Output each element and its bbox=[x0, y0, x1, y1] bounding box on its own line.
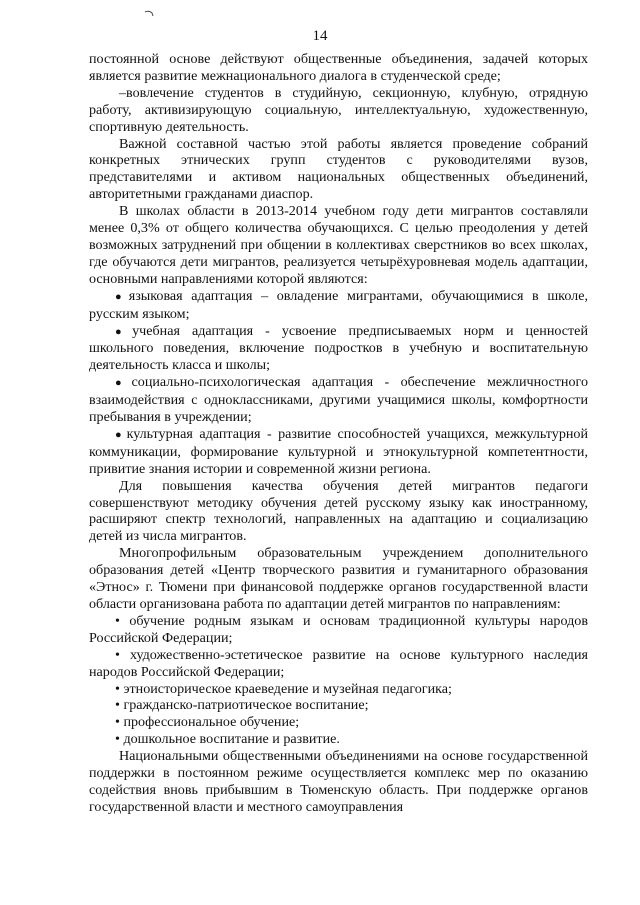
list-item: ● социально-психологическая адаптация - обеспечение межличностного взаимодействия с одноклассниками, другими учащимися школы, комфортности пребывания в учреждении; bbox=[89, 374, 588, 426]
list-item: ● языковая адаптация – овладение мигрантами, обучающимися в школе, русским языком; bbox=[89, 287, 588, 322]
paragraph: Многопрофильным образовательным учреждением дополнительного образования детей «Центр творческого развития и гуманитарного образования «Этнос» г. Тюмени при финансовой поддержке органов государственной власти области организована работа по адаптации детей мигрантов по направлениям: bbox=[89, 545, 588, 612]
bullet-icon: ● bbox=[115, 325, 131, 338]
list-item: • художественно-эстетическое развитие на основе культурного наследия народов Российской Федерации; bbox=[89, 646, 588, 680]
scan-mark bbox=[144, 10, 154, 18]
paragraph: Важной составной частью этой работы является проведение собраний конкретных этнических групп студентов с руководителями вузов, представителями и активом национальных общественных объединений, авторитетными гражданами диаспор. bbox=[89, 135, 588, 203]
page-number: 14 bbox=[312, 28, 328, 44]
document-body bbox=[89, 51, 588, 816]
paragraph: Для повышения качества обучения детей мигрантов педагоги совершенствуют методику обучения детей русскому языку как иностранному, расширяют спектр технологий, направленных на адаптацию и социализацию детей из числа мигрантов. bbox=[89, 477, 588, 545]
list-item: ● культурная адаптация - развитие способностей учащихся, межкультурной коммуникации, формирование культурной и этнокультурной компетентности, привитие знания истории и современной жизни региона. bbox=[89, 425, 589, 477]
paragraph: В школах области в 2013-2014 учебном году дети мигрантов составляли менее 0,3% от общего количества обучающихся. С целью преодоления у детей возможных затруднений при общении в коллективах сверстников во всех школах, где обучаются дети мигрантов, реализуется четырёхуровневая модель адаптации, основными направлениями которой являются: bbox=[89, 203, 588, 287]
bullet-icon: ● bbox=[115, 290, 127, 303]
list-item: ● учебная адаптация - усвоение предписываемых норм и ценностей школьного поведения, включение подростков в учебную и воспитательную деятельность класса и школы; bbox=[89, 322, 588, 374]
paragraph: Национальными общественными объединениями на основе государственной поддержки в постоянном режиме осуществляется комплекс мер по оказанию содействия вновь прибывшим в Тюменскую область. При поддержке органов государственной власти и местного самоуправления bbox=[89, 748, 588, 815]
paragraph: –вовлечение студентов в студийную, секционную, клубную, отрядную работу, активизирующую социальную, интеллектуальную, художественную, спортивную деятельность. bbox=[89, 84, 588, 135]
paragraph: постоянной основе действуют общественные объединения, задачей которых является развитие межнационального диалога в студенческой среде; bbox=[89, 51, 588, 84]
list-item: • обучение родным языкам и основам традиционной культуры народов Российской Федерации; bbox=[89, 612, 588, 646]
list-item: • этноисторическое краеведение и музейная педагогика; bbox=[115, 680, 452, 697]
list-item: • профессиональное обучение; bbox=[115, 714, 300, 731]
list-item: • гражданско-патриотическое воспитание; bbox=[115, 697, 369, 714]
bullet-icon: ● bbox=[115, 377, 130, 390]
bullet-icon: ● bbox=[115, 428, 125, 441]
list-item: • дошкольное воспитание и развитие. bbox=[115, 731, 340, 748]
